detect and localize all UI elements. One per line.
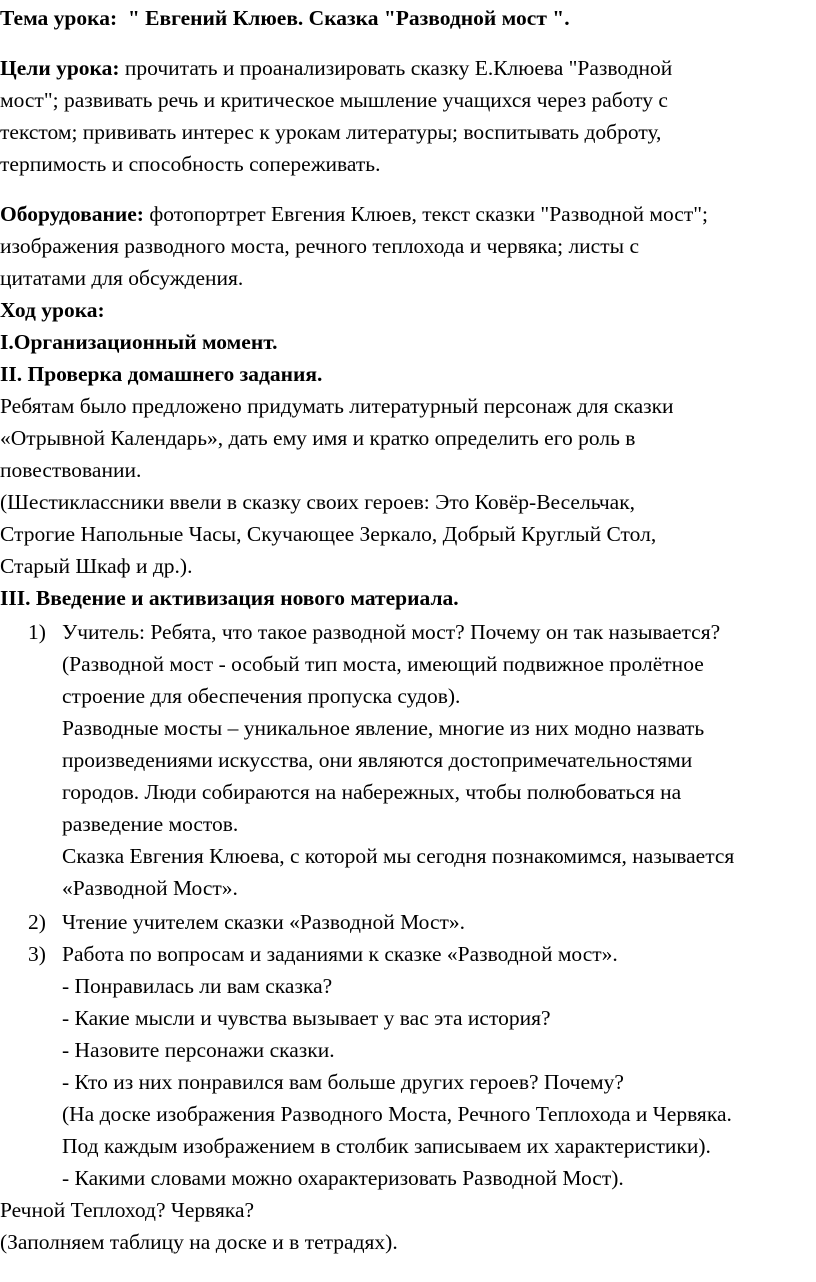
list-item-number: 3) (28, 942, 46, 966)
list-item-line: Разводные мосты – уникальное явление, многие из них модно назвать (62, 716, 705, 740)
closing-notes (0, 1194, 816, 1258)
list-item-line: - Какими словами можно охарактеризовать Разводной Мост). (62, 1166, 624, 1190)
list-item-line: Под каждым изображением в столбик записываем их характеристики). (62, 1134, 711, 1158)
list-item-line: Сказка Евгения Клюева, с которой мы сегодня познакомимся, называется (62, 844, 735, 868)
topic-label: Тема урока: (0, 6, 118, 30)
lesson-course (0, 294, 816, 614)
list-item-line: строение для обеспечения пропуска судов). (62, 684, 461, 708)
homework-line: Строгие Напольные Часы, Скучающее Зеркало, Добрый Круглый Стол, (0, 522, 657, 546)
homework-line: Старый Шкаф и др.). (0, 554, 193, 578)
closing-line: (Заполняем таблицу на доске и в тетрадях). (0, 1230, 398, 1254)
list-item-line: (Разводной мост - особый тип моста, имеющий подвижное пролётное (62, 652, 704, 676)
list-item (0, 616, 816, 904)
list-item-line: - Назовите персонажи сказки. (62, 1038, 335, 1062)
list-item-number: 1) (28, 620, 46, 644)
list-item-line: Работа по вопросам и заданиями к сказке «Разводной мост». (62, 942, 618, 966)
list-item-line: Чтение учителем сказки «Разводной Мост». (62, 910, 466, 934)
homework-line: повествовании. (0, 458, 142, 482)
topic-text: " Евгений Клюев. Сказка "Разводной мост ". (127, 6, 570, 30)
list-item-line: (На доске изображения Разводного Моста, Речного Теплохода и Червяка. (62, 1102, 732, 1126)
list-item (0, 938, 816, 1194)
lesson-topic (0, 2, 816, 34)
list-item-body (62, 616, 816, 904)
equipment-line: цитатами для обсуждения. (0, 266, 244, 290)
homework-line: «Отрывной Календарь», дать ему имя и кратко определить его роль в (0, 426, 636, 450)
list-item-line: Учитель: Ребята, что такое разводной мост? Почему он так называется? (62, 620, 721, 644)
lesson-goals (0, 52, 816, 180)
homework-line: (Шестиклассники ввели в сказку своих героев: Это Ковёр-Весельчак, (0, 490, 636, 514)
goals-line: текстом; прививать интерес к урокам литературы; воспитывать доброту, (0, 120, 662, 144)
closing-line: Речной Теплоход? Червяка? (0, 1198, 255, 1222)
homework-line: Ребятам было предложено придумать литературный персонаж для сказки (0, 394, 674, 418)
list-item (0, 906, 816, 938)
section-3-heading: III. Введение и активизация нового материала. (0, 586, 459, 610)
goals-label: Цели урока: (0, 56, 120, 80)
lesson-course-heading: Ход урока: (0, 298, 105, 322)
list-item-body (62, 906, 816, 938)
equipment-label: Оборудование: (0, 202, 144, 226)
list-item-line: произведениями искусства, они являются достопримечательностями (62, 748, 693, 772)
equipment-line: изображения разводного моста, речного теплохода и червяка; листы с (0, 234, 639, 258)
list-item-line: городов. Люди собираются на набережных, чтобы полюбоваться на (62, 780, 682, 804)
list-item-line: разведение мостов. (62, 812, 239, 836)
goals-line: прочитать и проанализировать сказку Е.Клюева "Разводной (124, 56, 673, 80)
goals-line: терпимость и способность сопереживать. (0, 152, 381, 176)
list-item-body (62, 938, 816, 1194)
list-item-number: 2) (28, 910, 46, 934)
goals-line: мост"; развивать речь и критическое мышление учащихся через работу с (0, 88, 668, 112)
section-1-heading: I.Организационный момент. (0, 330, 278, 354)
list-item-line: - Какие мысли и чувства вызывает у вас эта история? (62, 1006, 551, 1030)
list-item-line: - Понравилась ли вам сказка? (62, 974, 333, 998)
lesson-equipment (0, 198, 816, 294)
equipment-line: фотопортрет Евгения Клюев, текст сказки "Разводной мост"; (149, 202, 708, 226)
list-item-line: «Разводной Мост». (62, 876, 238, 900)
list-item-line: - Кто из них понравился вам больше других героев? Почему? (62, 1070, 624, 1094)
section-2-heading: II. Проверка домашнего задания. (0, 362, 323, 386)
